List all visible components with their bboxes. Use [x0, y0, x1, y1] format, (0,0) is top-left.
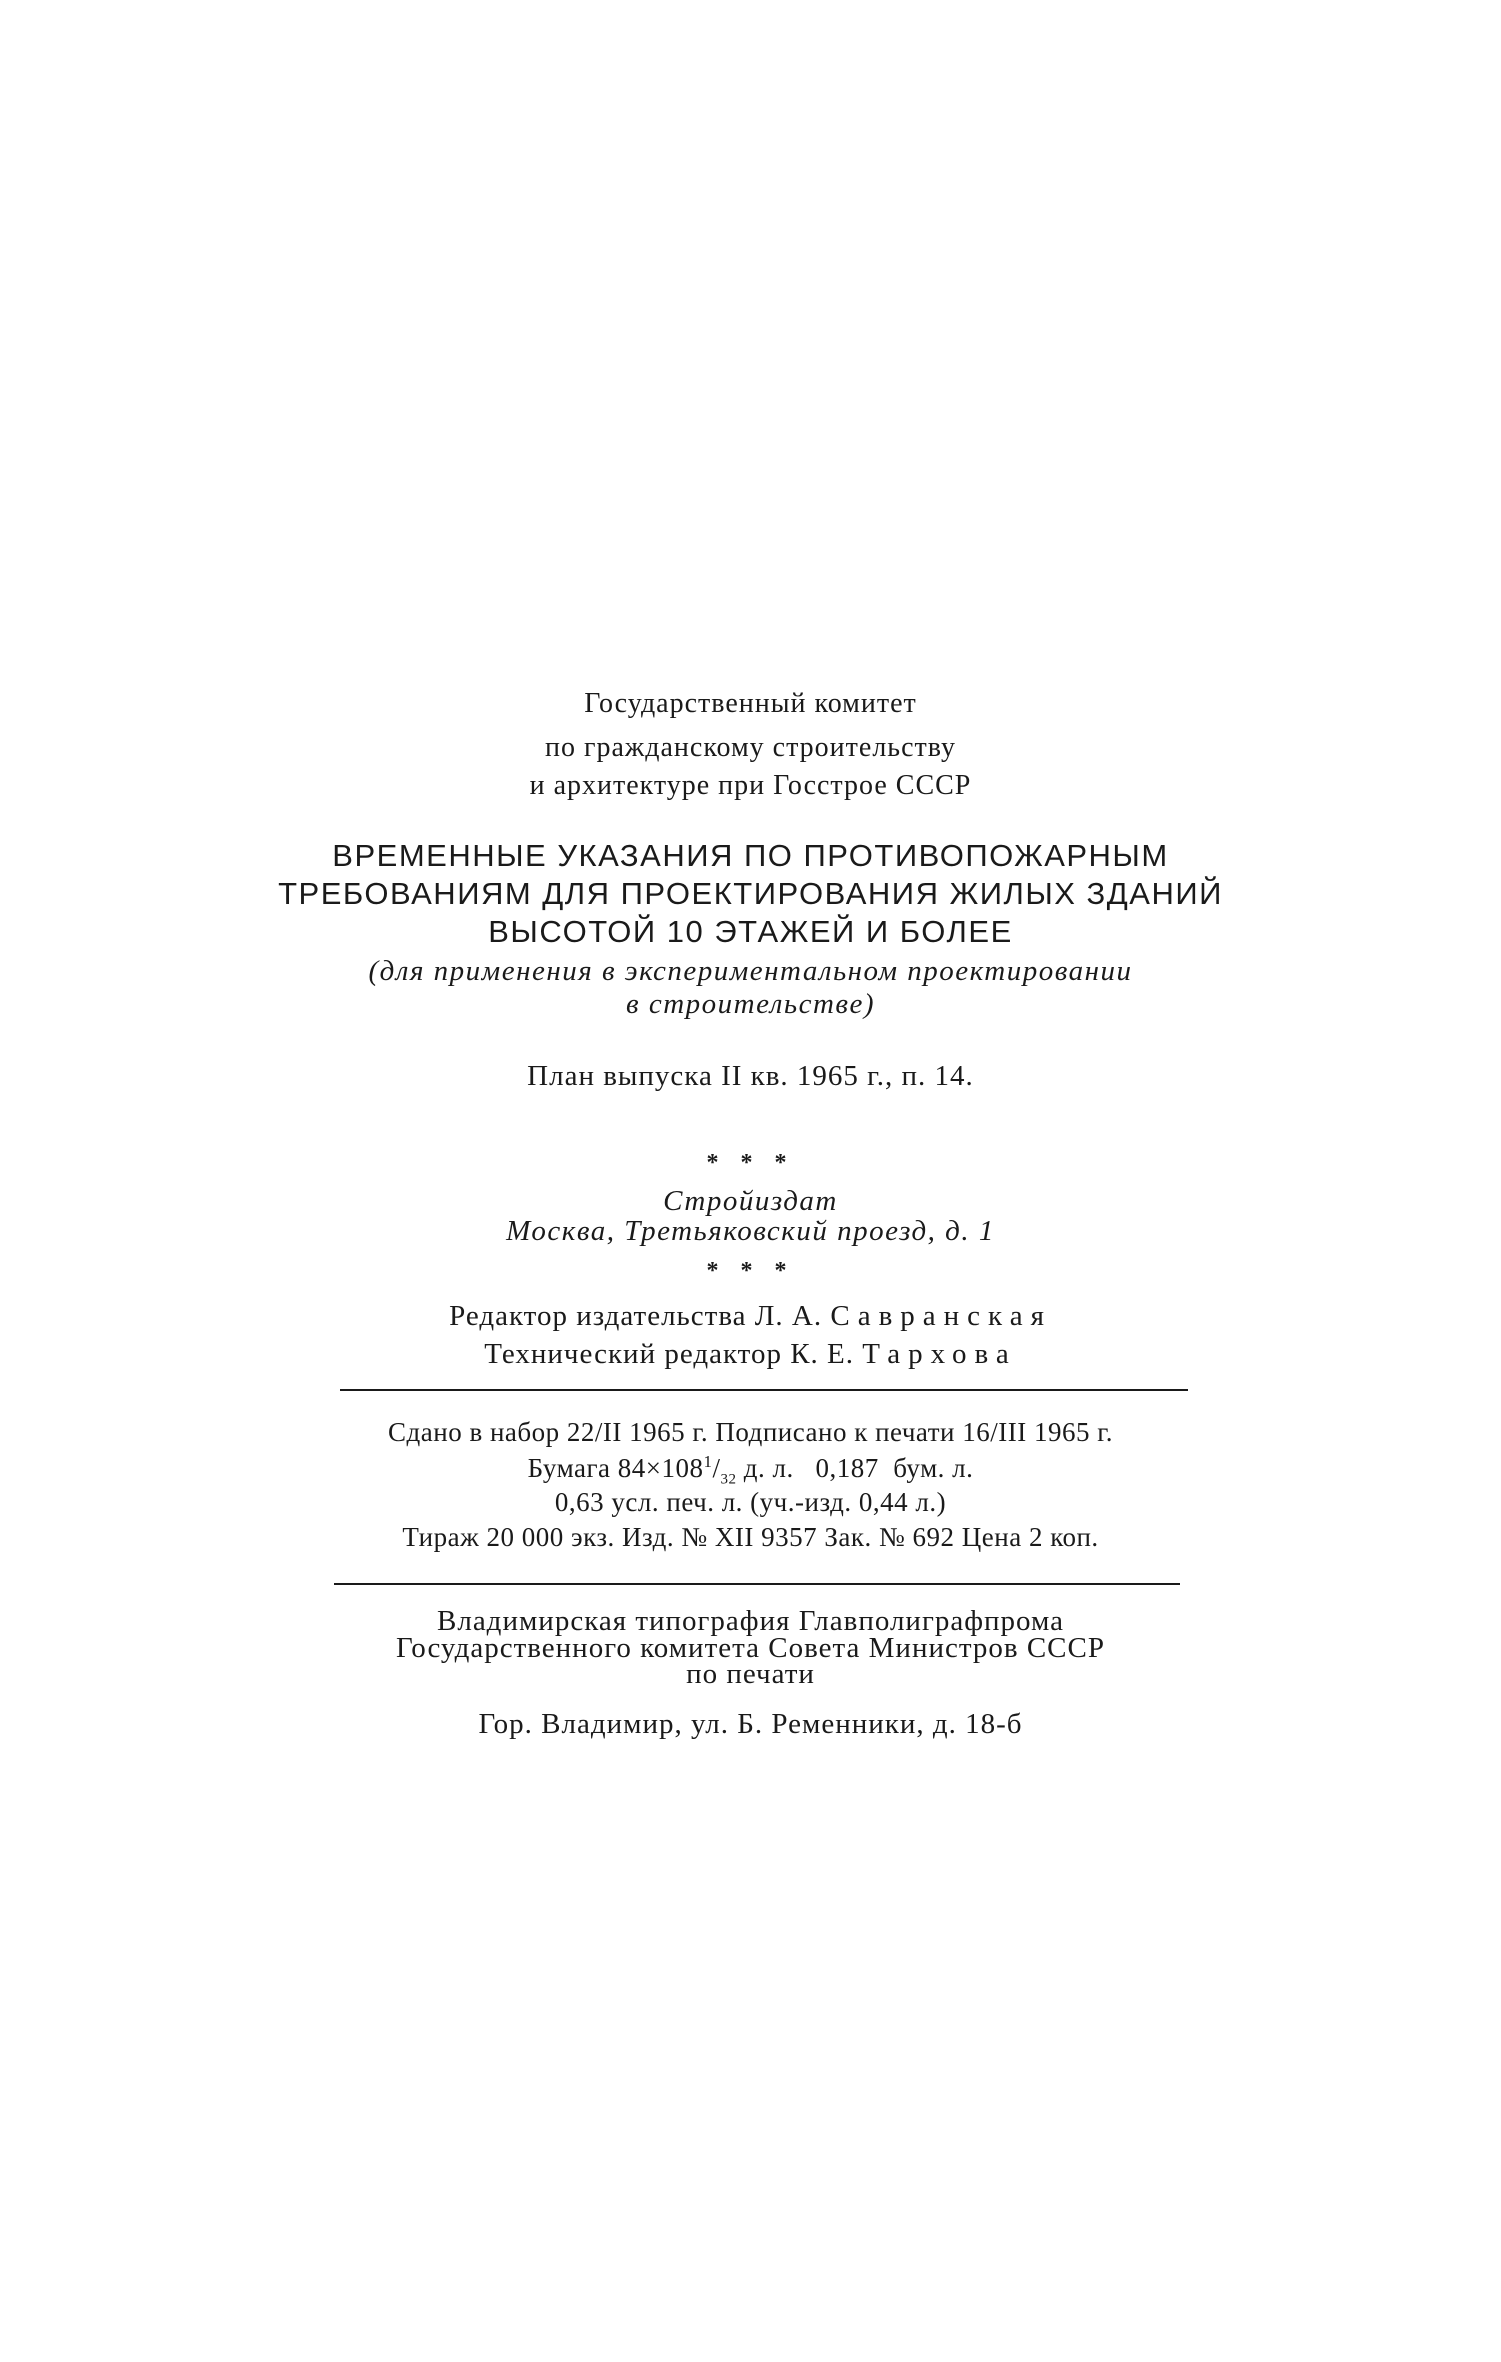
- imprint-sheets: 0,63 усл. печ. л. (уч.-изд. 0,44 л.): [554, 1487, 947, 1517]
- editor-publishing-name: Савранская: [830, 1300, 1052, 1332]
- divider-rule-2: [334, 1583, 1180, 1585]
- subtitle-line-2: в строительстве): [625, 988, 876, 1020]
- imprint-paper-sub: 32: [720, 1471, 737, 1488]
- editor-publishing: [0, 1300, 1501, 1333]
- org-line-1: Государственный комитет: [584, 688, 917, 719]
- editor-technical-name: Тархова: [862, 1338, 1017, 1370]
- imprint-paper-prefix: Бумага 84×108: [527, 1453, 704, 1483]
- imprint-circulation: Тираж 20 000 экз. Изд. № XII 9357 Зак. № 692 Цена 2 коп.: [402, 1522, 1099, 1552]
- printer-line-2: Государственного комитета Совета Министров СССР: [396, 1632, 1105, 1664]
- title-line-1: ВРЕМЕННЫЕ УКАЗАНИЯ ПО ПРОТИВОПОЖАРНЫМ: [332, 838, 1169, 873]
- printer-line-3: по печати: [686, 1658, 815, 1690]
- editor-technical: [0, 1338, 1501, 1371]
- divider-rule-1: [340, 1389, 1188, 1391]
- imprint-paper: [0, 1452, 1501, 1488]
- imprint-dates: Сдано в набор 22/II 1965 г. Подписано к печати 16/III 1965 г.: [388, 1417, 1113, 1447]
- org-line-2: по гражданскому строительству: [544, 732, 957, 763]
- plan-text: План выпуска II кв. 1965 г., п. 14.: [527, 1060, 974, 1092]
- separator-stars-1: * * *: [706, 1150, 795, 1176]
- editor-publishing-label: Редактор издательства Л. А.: [449, 1300, 823, 1332]
- title-line-2: ТРЕБОВАНИЯМ ДЛЯ ПРОЕКТИРОВАНИЯ ЖИЛЫХ ЗДАНИЙ: [278, 876, 1223, 911]
- printer-line-1: Владимирская типография Главполиграфпрома: [437, 1605, 1064, 1637]
- org-line-3: и архитектуре при Госстрое СССР: [529, 770, 972, 801]
- separator-stars-2: * * *: [706, 1258, 795, 1284]
- imprint-paper-sup: 1: [703, 1452, 713, 1471]
- publisher-address: Москва, Третьяковский проезд, д. 1: [506, 1215, 995, 1247]
- printer-address: Гор. Владимир, ул. Б. Ременники, д. 18-б: [478, 1708, 1023, 1740]
- title-line-3: ВЫСОТОЙ 10 ЭТАЖЕЙ И БОЛЕЕ: [488, 914, 1013, 949]
- imprint-paper-suffix: д. л. 0,187 бум. л.: [736, 1453, 974, 1483]
- publisher-name: Стройиздат: [663, 1185, 838, 1217]
- editor-technical-label: Технический редактор К. Е.: [484, 1338, 855, 1370]
- subtitle-line-1: (для применения в экспериментальном проектировании: [368, 955, 1133, 987]
- imprint-paper-slash: /: [712, 1453, 721, 1483]
